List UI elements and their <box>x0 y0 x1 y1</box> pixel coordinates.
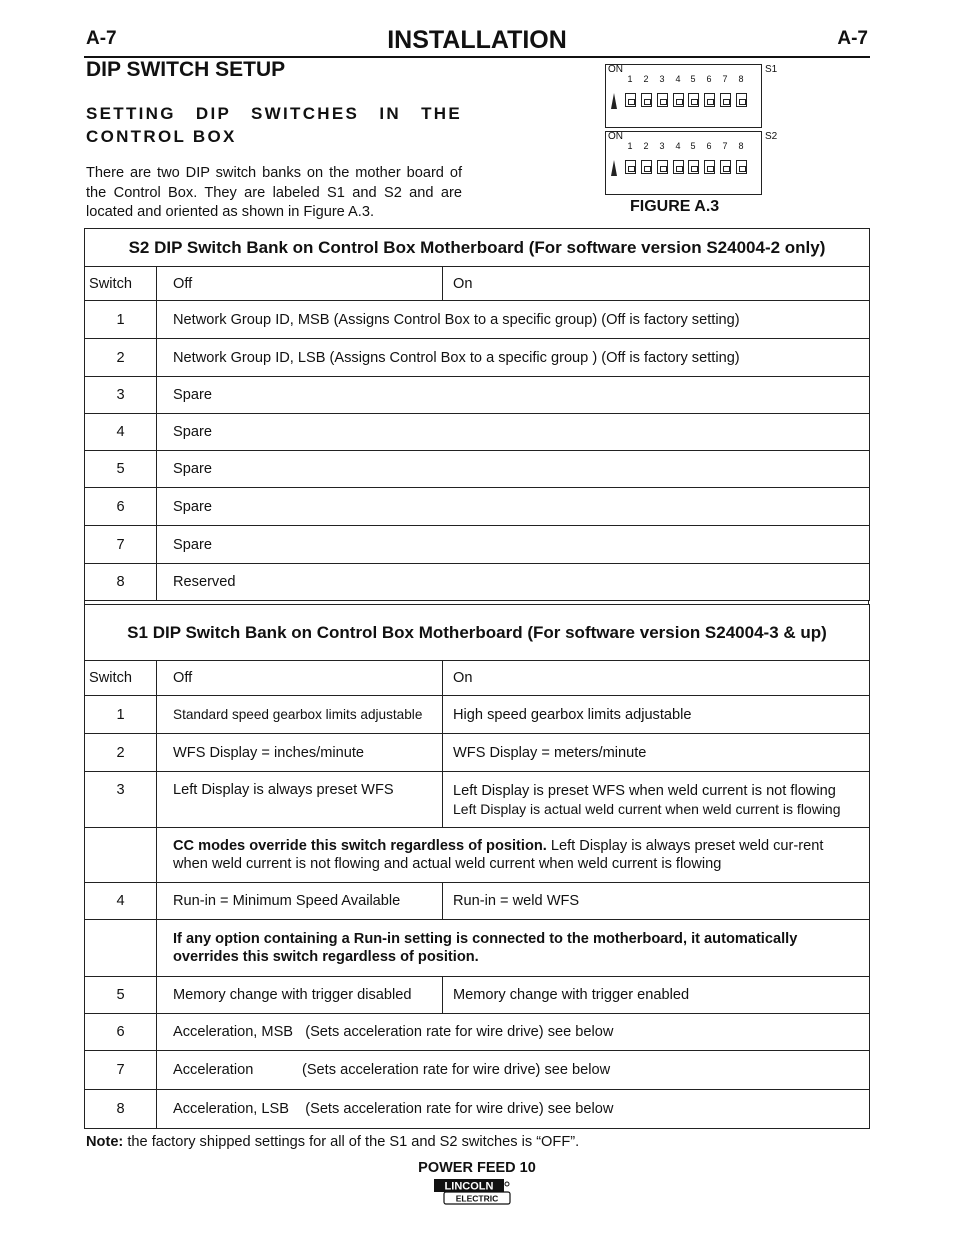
table-row <box>85 1090 870 1129</box>
dip-number: 2 <box>643 74 649 84</box>
dip-on-label: ON <box>608 131 623 142</box>
header-on: On <box>443 267 870 301</box>
switch-number: 8 <box>85 564 157 601</box>
lincoln-electric-logo <box>433 1178 511 1206</box>
dip-switch-icon <box>736 93 747 107</box>
footnote <box>86 1134 579 1150</box>
on-arrow-icon <box>611 160 617 176</box>
header-on: On <box>443 661 870 696</box>
on-setting: Memory change with trigger enabled <box>443 977 870 1014</box>
switch-number: 2 <box>85 339 157 377</box>
intro-paragraph: There are two DIP switch banks on the mother board of the Control Box. They are labeled S1 and S2 and are located and oriented as shown in Figure A.3. <box>86 165 462 220</box>
dip-number: 8 <box>738 141 744 151</box>
page-title: INSTALLATION <box>387 26 567 54</box>
table-row <box>85 772 870 828</box>
table-row <box>85 696 870 734</box>
on-setting-line: Left Display is preset WFS when weld current is not flowing <box>453 782 836 799</box>
table-row <box>85 734 870 772</box>
switch-number: 6 <box>85 1014 157 1051</box>
dip-switch-icon <box>736 160 747 174</box>
header-off: Off <box>157 267 443 301</box>
dip-switch-icon <box>704 93 715 107</box>
table-row <box>85 1014 870 1051</box>
table-row <box>85 414 870 451</box>
dip-number: 3 <box>659 74 665 84</box>
dip-bank-s2-diagram <box>605 131 778 195</box>
table-row <box>85 977 870 1014</box>
table-row <box>85 883 870 920</box>
table-row <box>85 828 870 883</box>
dip-switch-icon <box>704 160 715 174</box>
dip-bank-label: S2 <box>765 131 778 142</box>
dip-number: 4 <box>675 74 681 84</box>
dip-switch-icon <box>625 160 636 174</box>
switch-number: 5 <box>85 451 157 488</box>
dip-number: 3 <box>659 141 665 151</box>
switch-description: Spare <box>157 377 870 414</box>
switch-number: 2 <box>85 734 157 772</box>
dip-number: 6 <box>706 74 712 84</box>
logo-text-bottom: ELECTRIC <box>455 1193 499 1204</box>
on-arrow-icon <box>611 93 617 109</box>
on-setting: WFS Display = meters/minute <box>443 734 870 772</box>
figure-caption: FIGURE A.3 <box>630 198 720 215</box>
switch-description: Acceleration, LSB (Sets acceleration rate for wire drive) see below <box>157 1090 870 1129</box>
dip-switch-icon <box>641 160 652 174</box>
page-id-left: A-7 <box>86 28 117 49</box>
table-row <box>85 451 870 488</box>
dip-switch-icon <box>673 93 684 107</box>
header-switch: Switch <box>85 267 157 301</box>
s2-dip-table <box>84 228 870 601</box>
dip-on-label: ON <box>608 64 623 75</box>
switch-number: 4 <box>85 883 157 920</box>
dip-switch-icon <box>720 160 731 174</box>
dip-number: 1 <box>627 74 633 84</box>
off-setting: WFS Display = inches/minute <box>157 734 443 772</box>
table-row <box>85 526 870 564</box>
off-setting: Left Display is always preset WFS <box>157 772 443 828</box>
table-row <box>85 301 870 339</box>
dip-switch-icon <box>641 93 652 107</box>
dip-bank-label: S1 <box>765 64 778 75</box>
table-row <box>85 1051 870 1090</box>
switch-number: 4 <box>85 414 157 451</box>
dip-switch-icon <box>688 93 699 107</box>
dip-switch-icon <box>673 160 684 174</box>
dip-number: 6 <box>706 141 712 151</box>
dip-bank-s1-diagram <box>605 64 778 128</box>
switch-number-empty <box>85 920 157 977</box>
dip-number: 4 <box>675 141 681 151</box>
table-row <box>85 377 870 414</box>
switch-number-empty <box>85 828 157 883</box>
switch-note <box>157 828 870 883</box>
dip-number: 2 <box>643 141 649 151</box>
table-row <box>85 488 870 526</box>
subsection-title: SETTING DIP SWITCHES IN THE CONTROL BOX <box>86 104 462 146</box>
dip-number: 7 <box>722 141 728 151</box>
off-setting: Memory change with trigger disabled <box>157 977 443 1014</box>
switch-number: 1 <box>85 696 157 734</box>
dip-number: 7 <box>722 74 728 84</box>
dip-switch-icon <box>688 160 699 174</box>
switch-description: Spare <box>157 526 870 564</box>
note-text: Left Display is always preset weld cur-rent when weld current is not flowing and actual weld current when weld current is flowing <box>173 838 824 872</box>
switch-number: 6 <box>85 488 157 526</box>
switch-number: 5 <box>85 977 157 1014</box>
s1-dip-table <box>84 604 870 1129</box>
on-setting: Run-in = weld WFS <box>443 883 870 920</box>
section-title: DIP SWITCH SETUP <box>86 58 286 81</box>
switch-description: Network Group ID, LSB (Assigns Control Box to a specific group ) (Off is factory setting) <box>157 339 870 377</box>
dip-number: 8 <box>738 74 744 84</box>
switch-number: 1 <box>85 301 157 339</box>
on-setting <box>443 772 870 828</box>
switch-description: Acceleration, MSB (Sets acceleration rate for wire drive) see below <box>157 1014 870 1051</box>
logo-text-top: LINCOLN <box>444 1180 494 1193</box>
switch-description: Reserved <box>157 564 870 601</box>
switch-note: If any option containing a Run-in setting is connected to the motherboard, it automatically overrides this switch regardless of position. <box>157 920 870 977</box>
off-setting: Run-in = Minimum Speed Available <box>157 883 443 920</box>
table-row <box>85 920 870 977</box>
dip-switch-icon <box>657 160 668 174</box>
dip-number: 5 <box>690 141 696 151</box>
switch-number: 7 <box>85 526 157 564</box>
dip-switch-icon <box>657 93 668 107</box>
dip-switch-icon <box>720 93 731 107</box>
dip-number: 5 <box>690 74 696 84</box>
s1-table-title: S1 DIP Switch Bank on Control Box Motherboard (For software version S24004-3 & up) <box>85 605 870 661</box>
product-name: POWER FEED 10 <box>418 1160 536 1176</box>
header-off: Off <box>157 661 443 696</box>
on-setting-line: Left Display is actual weld current when weld current is flowing <box>453 800 841 817</box>
on-setting: High speed gearbox limits adjustable <box>443 696 870 734</box>
switch-description: Network Group ID, MSB (Assigns Control Box to a specific group) (Off is factory setting) <box>157 301 870 339</box>
switch-description: Spare <box>157 451 870 488</box>
switch-description: Acceleration (Sets acceleration rate for wire drive) see below <box>157 1051 870 1090</box>
switch-number: 7 <box>85 1051 157 1090</box>
table-row <box>85 339 870 377</box>
note-bold: CC modes override this switch regardless of position. <box>173 838 547 854</box>
table-row <box>85 564 870 601</box>
dip-number: 1 <box>627 141 633 151</box>
off-setting: Standard speed gearbox limits adjustable <box>157 696 443 734</box>
dip-switch-icon <box>625 93 636 107</box>
switch-number: 3 <box>85 377 157 414</box>
switch-description: Spare <box>157 488 870 526</box>
page-id-right: A-7 <box>837 28 868 49</box>
footnote-label: Note: <box>86 1134 124 1150</box>
footnote-text: the factory shipped settings for all of the S1 and S2 switches is “OFF”. <box>123 1134 580 1150</box>
s2-table-title: S2 DIP Switch Bank on Control Box Motherboard (For software version S24004-2 only) <box>85 229 870 267</box>
switch-description: Spare <box>157 414 870 451</box>
switch-number: 3 <box>85 772 157 828</box>
switch-number: 8 <box>85 1090 157 1129</box>
header-switch: Switch <box>85 661 157 696</box>
